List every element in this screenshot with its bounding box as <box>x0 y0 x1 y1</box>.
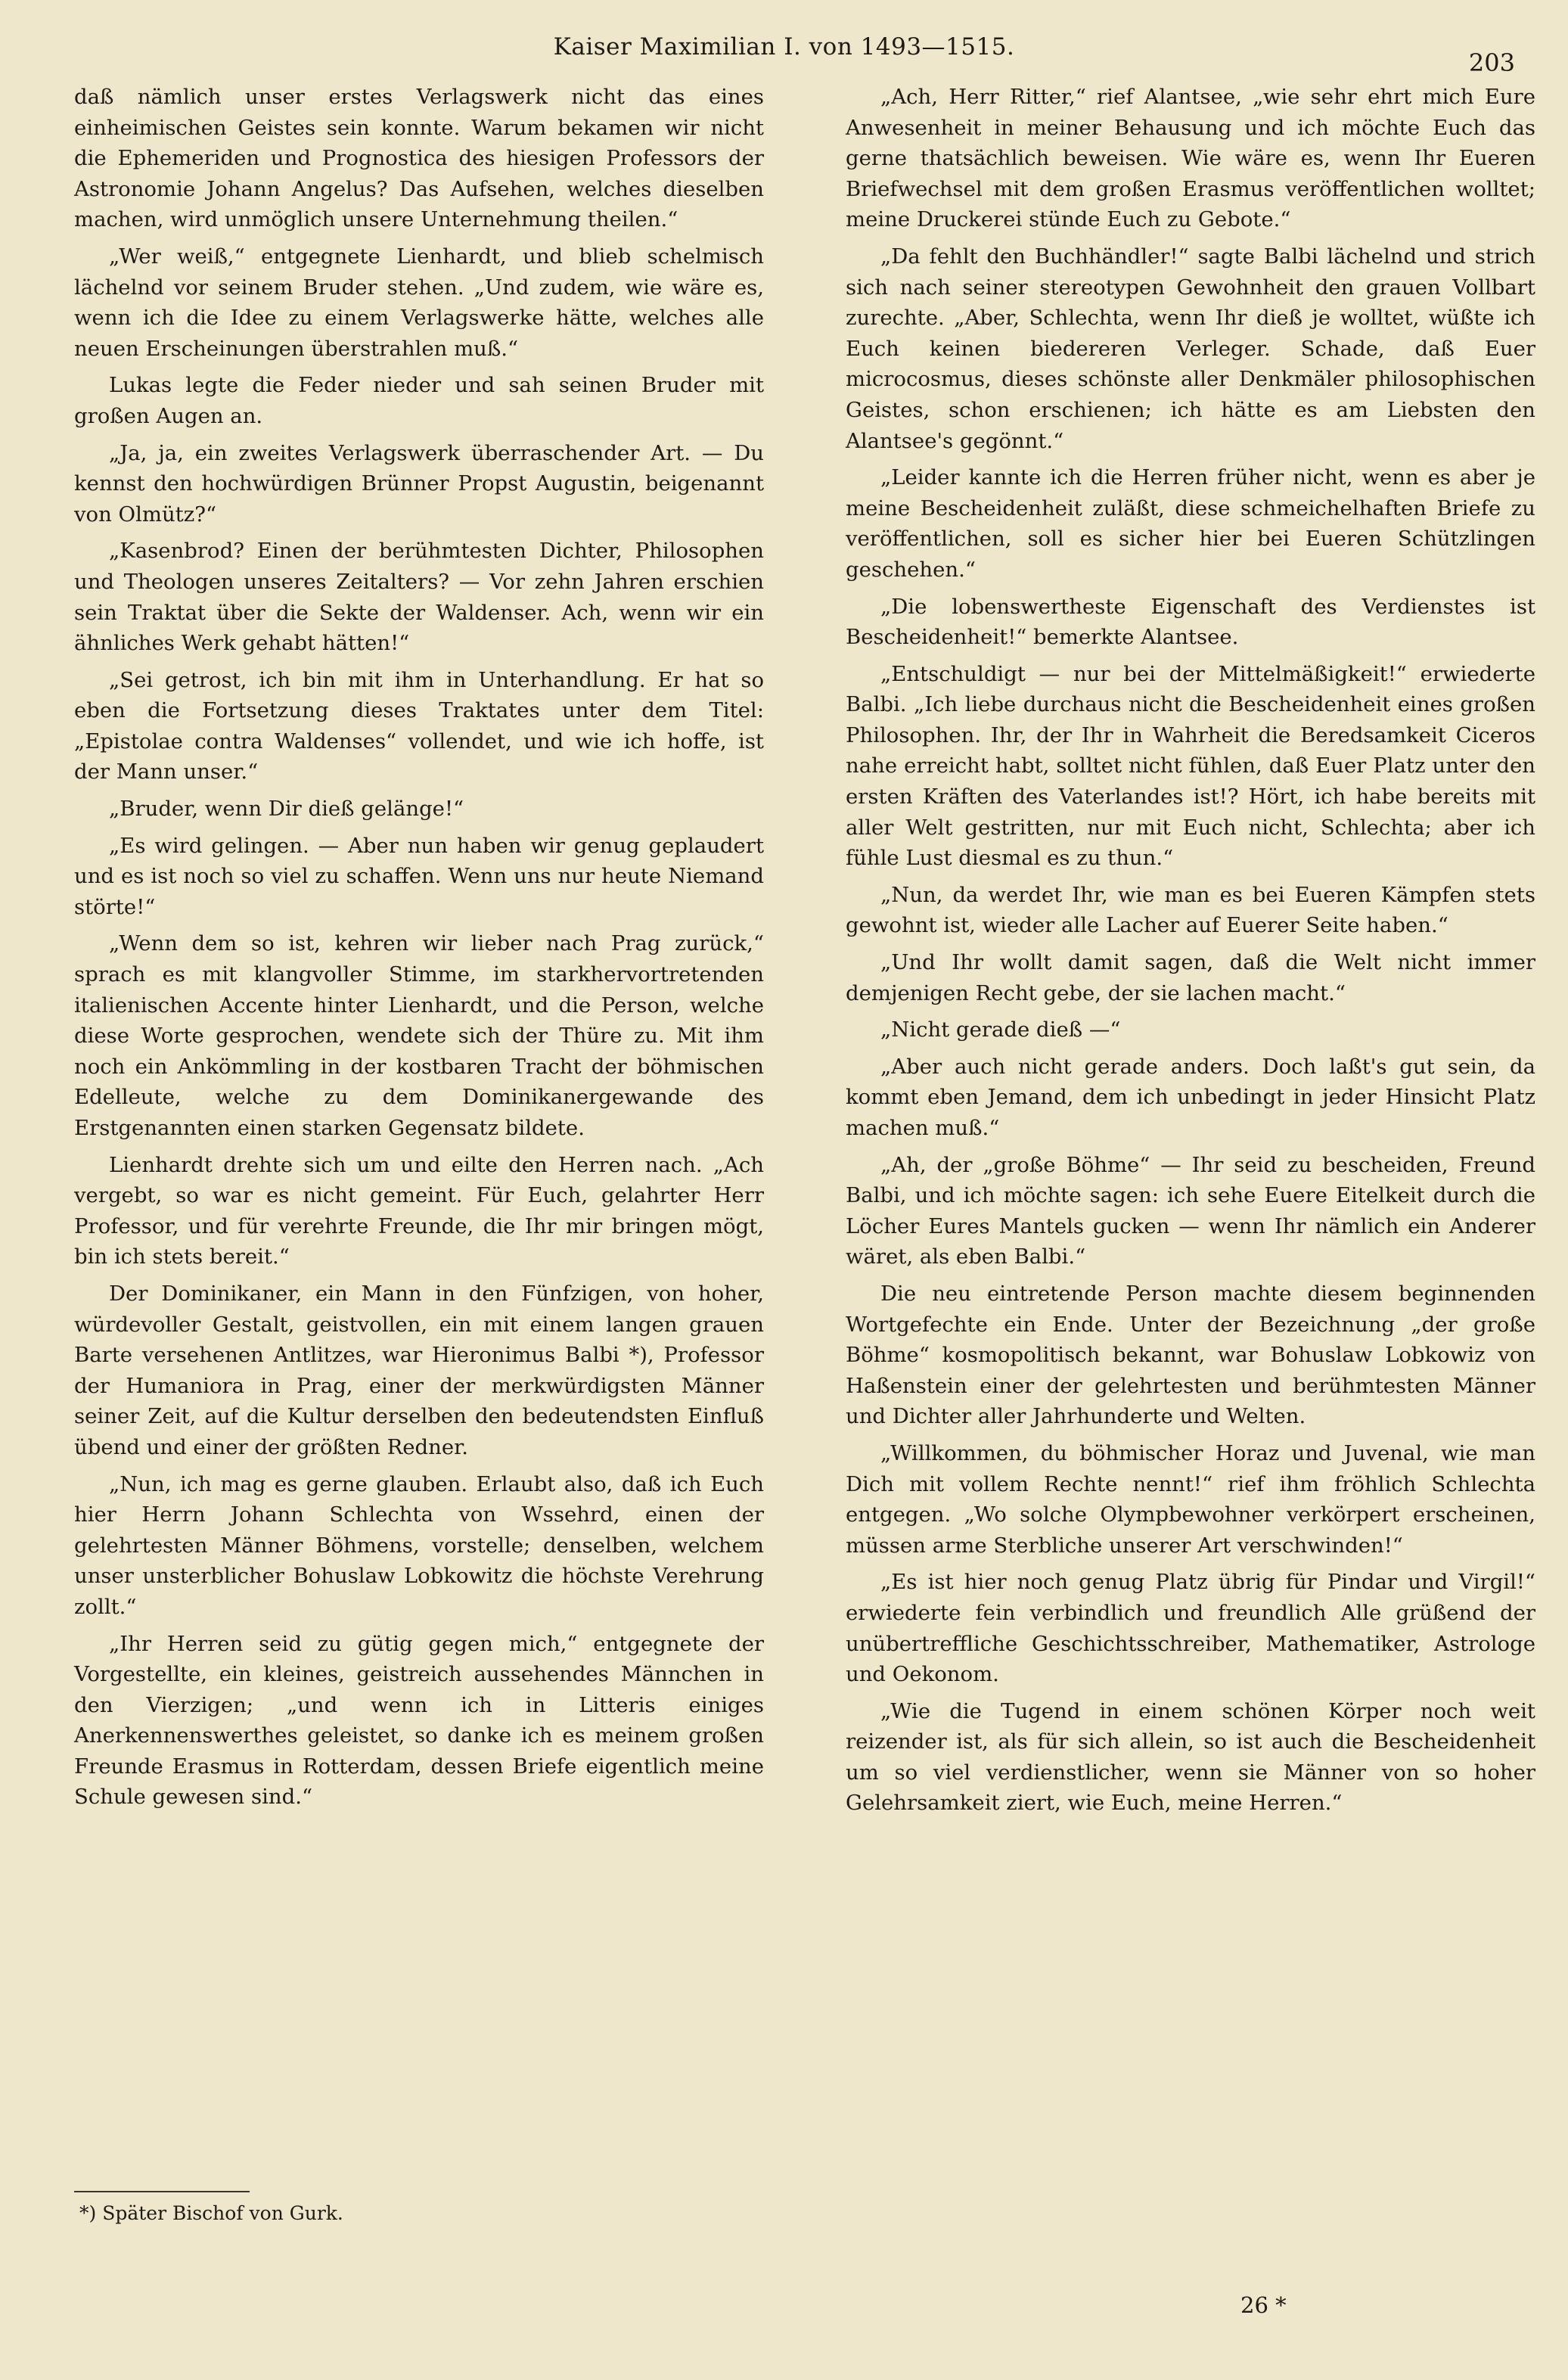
paragraph: „Sei getrost, ich bin mit ihm in Unterhandlung. Er hat so eben die Fortsetzung dieses Traktates unter dem Titel: „Epistolae contra Waldenses“ vollendet, und wie ich hoffe, ist der Mann unser.“ <box>74 667 764 785</box>
signature-mark: 26 * <box>1240 2292 1287 2318</box>
paragraph: „Leider kannte ich die Herren früher nicht, wenn es aber je meine Bescheidenheit zuläßt, diese schmeichelhaften Briefe zu veröffentlichen, soll es sicher hier bei Eueren Schützlingen geschehen.“ <box>846 465 1535 582</box>
paragraph: daß nämlich unser erstes Verlagswerk nicht das eines einheimischen Geistes sein konnte. Warum bekamen wir nicht die Ephemeriden und Prognostica des hiesigen Professors der Astronomie Johann Angelus? Das Aufsehen, welches dieselben machen, wird unmöglich unsere Unternehmung theilen.“ <box>74 85 764 232</box>
paragraph: „Willkommen, du böhmischer Horaz und Juvenal, wie man Dich mit vollem Rechte nennt!“ rief ihm fröhlich Schlechta entgegen. „Wo solche Olympbewohner verkörpert erscheinen, müssen arme Sterbliche unserer Art verschwinden!“ <box>846 1440 1535 1558</box>
paragraph: „Nun, ich mag es gerne glauben. Erlaubt also, daß ich Euch hier Herrn Johann Schlechta von Wssehrd, einen der gelehrtesten Männer Böhmens, vorstelle; denselben, welchem unser unsterblicher Bohuslaw Lobkowitz die höchste Verehrung zollt.“ <box>74 1471 764 1619</box>
page-number: 203 <box>1468 48 1515 77</box>
paragraph: „Wie die Tugend in einem schönen Körper noch weit reizender ist, als für sich allein, so ist auch die Bescheidenheit um so viel verdienstlicher, wenn sie Männer von so hoher Gelehrsamkeit ziert, wie Euch, meine Herren.“ <box>846 1698 1535 1816</box>
paragraph: „Die lobenswertheste Eigenschaft des Verdienstes ist Bescheidenheit!“ bemerkte Alantsee. <box>846 594 1535 650</box>
paragraph: „Und Ihr wollt damit sagen, daß die Welt nicht immer demjenigen Recht gebe, der sie lachen macht.“ <box>846 950 1535 1005</box>
paragraph: „Es ist hier noch genug Platz übrig für Pindar und Virgil!“ erwiederte fein verbindlich und freundlich Alle grüßend der unübertreffliche Geschichtsschreiber, Mathematiker, Astrologe und Oekonom. <box>846 1570 1535 1687</box>
paragraph: Die neu eintretende Person machte diesem beginnenden Wortgefechte ein Ende. Unter der Bezeichnung „der große Böhme“ kosmopolitisch bekannt, war Bohuslaw Lobkowiz von Haßenstein einer der gelehrtesten und berühmtesten Männer und Dichter aller Jahrhunderte und Welten. <box>846 1281 1535 1429</box>
paragraph: „Wenn dem so ist, kehren wir lieber nach Prag zurück,“ sprach es mit klangvoller Stimme, im starkhervortretenden italienischen Accente hinter Lienhardt, und die Person, welche diese Worte gesprochen, wendete sich der Thüre zu. Mit ihm noch ein Ankömmling in der kostbaren Tracht der böhmischen Edelleute, welche zu dem Dominikanergewande des Erstgenannten einen starken Gegensatz bildete. <box>74 931 764 1140</box>
paragraph: „Ach, Herr Ritter,“ rief Alantsee, „wie sehr ehrt mich Eure Anwesenheit in meiner Behausung und ich möchte Euch das gerne thatsächlich beweisen. Wie wäre es, wenn Ihr Eueren Briefwechsel mit dem großen Erasmus veröffentlichen wolltet; meine Druckerei stünde Euch zu Gebote.“ <box>846 85 1535 232</box>
footnote: *) Später Bischof von Gurk. <box>79 2202 343 2224</box>
paragraph: „Kasenbrod? Einen der berühmtesten Dichter, Philosophen und Theologen unseres Zeitalters? — Vor zehn Jahren erschien sein Traktat über die Sekte der Waldenser. Ach, wenn wir ein ähnliches Werk gehabt hätten!“ <box>74 539 764 656</box>
paragraph: „Entschuldigt — nur bei der Mittelmäßigkeit!“ erwiederte Balbi. „Ich liebe durchaus nicht die Bescheidenheit eines großen Philosophen. Ihr, der Ihr in Wahrheit die Beredsamkeit Ciceros nahe erreicht habt, solltet nicht fühlen, daß Euer Platz unter den ersten Kräften des Vaterlandes ist!? Hört, ich habe bereits mit aller Welt gestritten, nur mit Euch nicht, Schlechta; aber ich fühle Lust diesmal es zu thun.“ <box>846 661 1535 871</box>
paragraph: Der Dominikaner, ein Mann in den Fünfzigen, von hoher, würdevoller Gestalt, geistvollen, ein mit einem langen grauen Barte versehenen Antlitzes, war Hieronimus Balbi *), Professor der Humaniora in Prag, einer der merkwürdigsten Männer seiner Zeit, auf die Kultur derselben den bedeutendsten Einfluß übend und einer der größten Redner. <box>74 1281 764 1459</box>
paragraph: „Da fehlt den Buchhändler!“ sagte Balbi lächelnd und strich sich nach seiner stereotypen Gewohnheit den grauen Vollbart zurechte. „Aber, Schlechta, wenn Ihr dieß je wolltet, wüßte ich Euch keinen biedereren Verleger. Schade, daß Euer microcosmus, dieses schönste aller Denkmäler philosophischen Geistes, schon erschienen; ich hätte es am Liebsten den Alantsee's gegönnt.“ <box>846 244 1535 453</box>
paragraph: „Ja, ja, ein zweites Verlagswerk überraschender Art. — Du kennst den hochwürdigen Brünner Propst Augustin, beigenannt von Olmütz?“ <box>74 440 764 527</box>
paragraph: „Aber auch nicht gerade anders. Doch laßt's gut sein, da kommt eben Jemand, dem ich unbedingt in jeder Hinsicht Platz machen muß.“ <box>846 1054 1535 1140</box>
paragraph: „Ah, der „große Böhme“ — Ihr seid zu bescheiden, Freund Balbi, und ich möchte sagen: ich sehe Euere Eitelkeit durch die Löcher Eures Mantels gucken — wenn Ihr nämlich ein Anderer wäret, als eben Balbi.“ <box>846 1152 1535 1269</box>
page-header <box>0 0 1568 83</box>
left-column <box>74 82 764 1819</box>
footnote-rule <box>74 2191 250 2192</box>
paragraph: Lukas legte die Feder nieder und sah seinen Bruder mit großen Augen an. <box>74 373 764 428</box>
paragraph: „Ihr Herren seid zu gütig gegen mich,“ entgegnete der Vorgestellte, ein kleines, geistreich aussehendes Männchen in den Vierzigen; „und wenn ich in Litteris einiges Anerkennenswerthes geleistet, so danke ich es meinem großen Freunde Erasmus in Rotterdam, dessen Briefe eigentlich meine Schule gewesen sind.“ <box>74 1631 764 1810</box>
running-title: Kaiser Maximilian I. von 1493—1515. <box>553 33 1015 61</box>
paragraph: „Bruder, wenn Dir dieß gelänge!“ <box>109 797 464 822</box>
paragraph: „Nicht gerade dieß —“ <box>880 1018 1121 1042</box>
right-column <box>846 82 1535 1825</box>
paragraph: Lienhardt drehte sich um und eilte den Herren nach. „Ach vergebt, so war es nicht gemeint. Für Euch, gelahrter Herr Professor, und für verehrte Freunde, die Ihr mir bringen mögt, bin ich stets bereit.“ <box>74 1152 764 1269</box>
paragraph: „Es wird gelingen. — Aber nun haben wir genug geplaudert und es ist noch so viel zu schaffen. Wenn uns nur heute Niemand störte!“ <box>74 833 764 919</box>
paragraph: „Nun, da werdet Ihr, wie man es bei Eueren Kämpfen stets gewohnt ist, wieder alle Lacher auf Euerer Seite haben.“ <box>846 882 1535 938</box>
paragraph: „Wer weiß,“ entgegnete Lienhardt, und blieb schelmisch lächelnd vor seinem Bruder stehen. „Und zudem, wie wäre es, wenn ich die Idee zu einem Verlagswerke hätte, welches alle neuen Erscheinungen überstrahlen muß.“ <box>74 244 764 361</box>
